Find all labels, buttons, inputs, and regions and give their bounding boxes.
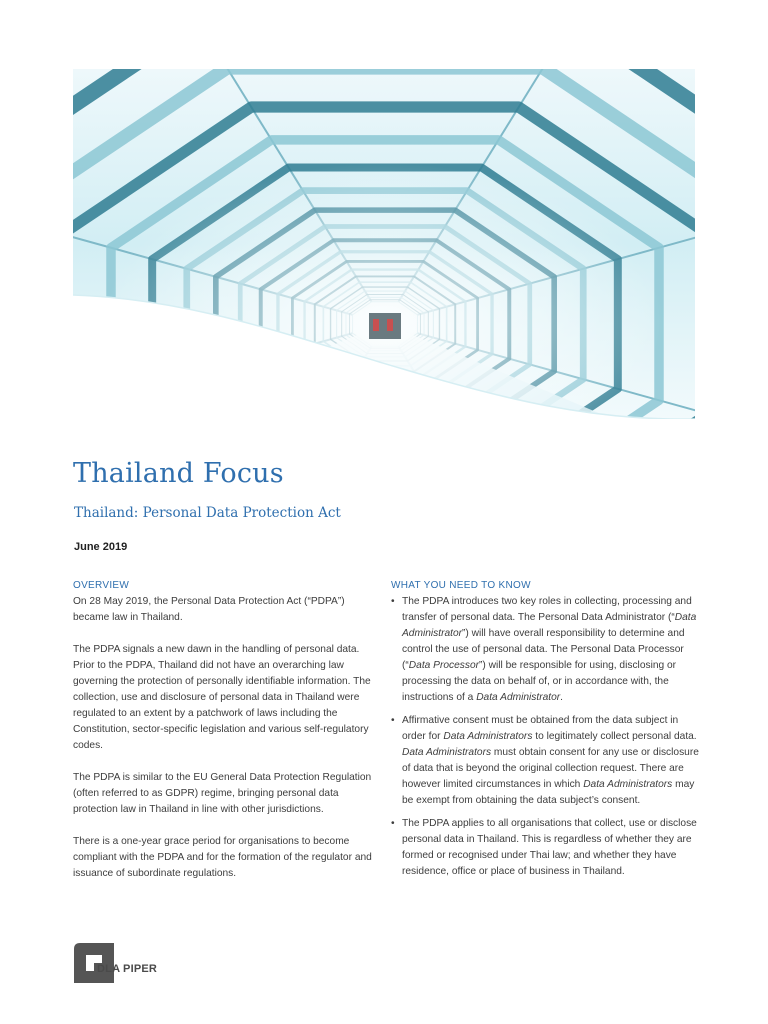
know-heading: WHAT YOU NEED TO KNOW — [391, 580, 531, 591]
tunnel-strut — [198, 346, 371, 419]
overview-heading: OVERVIEW — [73, 580, 130, 591]
overview-paragraph: The PDPA signals a new dawn in the handling of personal data. Prior to the PDPA, Thailand did not have an overarching law governing the protection of personally identifiable information. The collection, use and disclosure of personal data in Thailand were regulated to an extent by a patchwork of laws including the Constitution, sector-specific legislation and various self-regulatory codes. — [73, 644, 371, 751]
dla-piper-logo — [72, 941, 158, 985]
page-subtitle: Thailand: Personal Data Protection Act — [74, 505, 341, 521]
page-title: Thailand Focus — [73, 458, 284, 489]
overview-paragraph: There is a one-year grace period for organisations to become compliant with the PDPA and for the formation of the regulator and issuance of subordinate regulations. — [73, 836, 372, 879]
publication-date: June 2019 — [74, 541, 128, 553]
overview-paragraph: The PDPA is similar to the EU General Data Protection Regulation (often referred to as GDPR) regime, bringing personal data protection law in Thailand in line with other jurisdictions. — [73, 772, 372, 815]
overview-paragraph: On 28 May 2019, the Personal Data Protection Act (“PDPA”) became law in Thailand. — [73, 596, 345, 623]
key-point-item: • The PDPA introduces two key roles in collecting, processing and transfer of personal data. The Personal Data Administrator (“Data Administrator”) will have overall responsibility to determine and control the use of personal data. The Personal Data Processor (“Data Processor”) will be responsible for using, disclosing or processing the data on behalf of, or in accordance with, the instructions of a Data Administrator. — [391, 594, 701, 706]
tunnel-strut — [73, 333, 353, 419]
logo-text: DLA PIPER — [97, 963, 158, 975]
key-point-item: • Affirmative consent must be obtained from the data subject in order for Data Administrators to legitimately collect personal data. Data Administrators must obtain consent for any use or disclosure of data that is beyond the original collection request. There are however limited circumstances in which Data Administrators may be exempt from obtaining the data subject’s consent. — [391, 713, 701, 809]
key-point-item: • The PDPA applies to all organisations that collect, use or disclose personal data in Thailand. This is regardless of whether they are formed or recognised under Thai law; and whether they have residence, office or place of business in Thailand. — [391, 816, 701, 880]
overview-section — [73, 580, 381, 898]
key-points-list — [391, 594, 701, 880]
what-you-need-to-know-section — [391, 580, 701, 887]
hero-image-glass-tunnel — [73, 69, 695, 419]
